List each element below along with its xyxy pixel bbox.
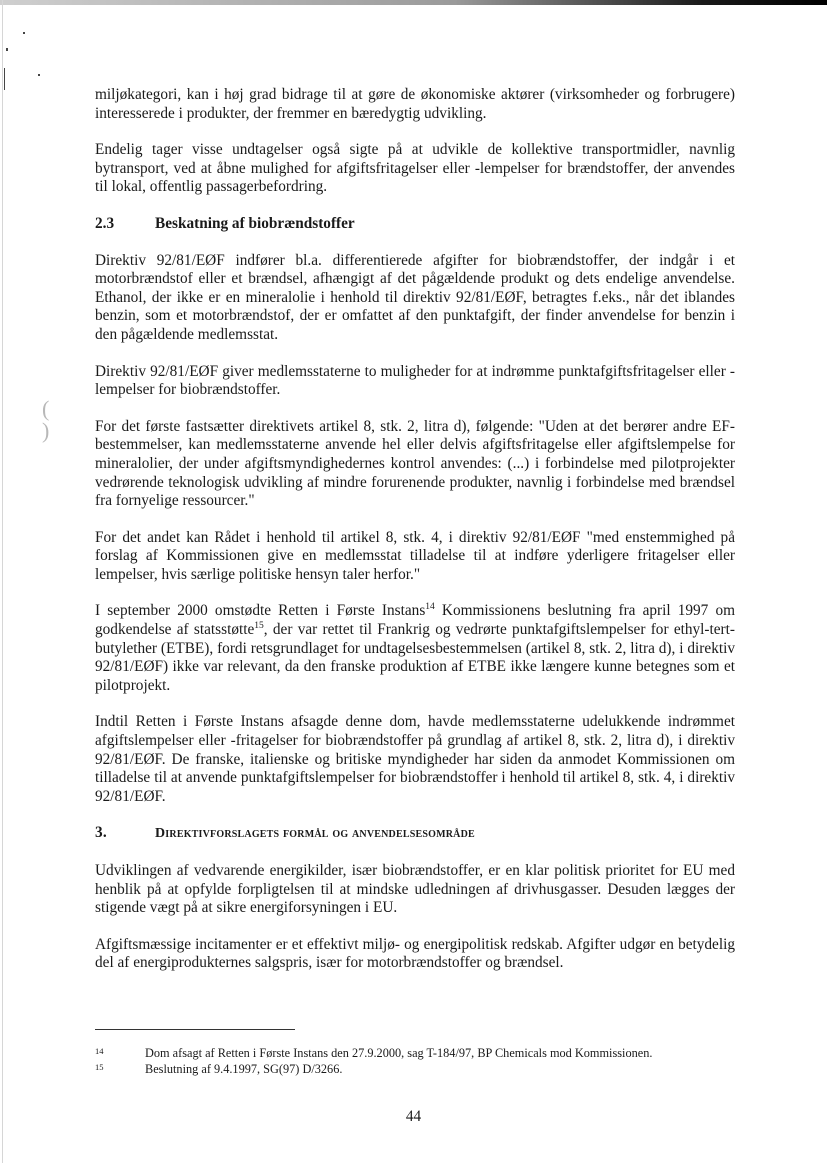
section-number: 3.: [95, 824, 107, 842]
page-number: 44: [405, 1108, 422, 1125]
paragraph: Direktiv 92/81/EØF indfører bl.a. differentierede afgifter for biobrændstoffer, der indgår i et motorbrændstof eller et brændsel, afhængigt af det pågældende produkt og dets endelige anvendelse. Ethanol, der ikke er en mineralolie i henhold til direktiv 92/81/EØF, betragtes f.eks., når det iblandes benzin, som et motorbrændstof, der er omfattet af den punktafgift, der finder anvendelse for benzin i den pågældende medlemsstat.: [95, 251, 735, 343]
scan-left-edge: [2, 0, 3, 1163]
scan-speck: [38, 74, 40, 76]
footnote-mark: 15: [95, 1062, 104, 1072]
scan-top-border: [0, 0, 827, 5]
text-run: , der var rettet til Frankrig og vedrørte punktafgiftslempelser for ethyl-tert-butylether (ETBE), fordi retsgrundlaget for undtagelsesbestemmelsen (artikel 8, stk. 2, litra d), i direktiv 92/81/EØF) ikke var relevant, da den franske produktion af ETBE ikke længere kunne betegnes som et pilotprojekt.: [95, 621, 735, 694]
paragraph: Indtil Retten i Første Instans afsagde denne dom, havde medlemsstaterne udelukkende indrømmet afgiftslempelser eller -fritagelser for biobrændstoffer på grundlag af artikel 8, stk. 2, litra d), i direktiv 92/81/EØF. De franske, italienske og britiske myndigheder har siden da anmodet Kommissionen om tilladelse til at anvende punktafgiftslempelser for biobrændstoffer i henhold til artikel 8, stk. 4, i direktiv 92/81/EØF.: [95, 713, 735, 805]
scan-speck: [4, 68, 5, 90]
paragraph: Endelig tager visse undtagelser også sigte på at udvikle de kollektive transportmidler, navnlig bytransport, ved at åbne mulighed for afgiftsfritagelser eller -lempelser for brændstoffer, der anvendes til lokal, offentlig passagerbefordring.: [95, 141, 735, 196]
section-heading-3: [95, 824, 735, 844]
paragraph: Direktiv 92/81/EØF giver medlemsstaterne to muligheder for at indrømme punktafgiftsfritagelser eller -lempelser for biobrændstoffer.: [95, 362, 735, 399]
footnote-text: Beslutning af 9.4.1997, SG(97) D/3266.: [145, 1062, 343, 1076]
paragraph: Afgiftsmæssige incitamenter er et effektivt miljø- og energipolitisk redskab. Afgifter udgør en betydelig del af energiprodukternes salgspris, især for motorbrændstoffer og brændsel.: [95, 935, 735, 972]
section-title: Direktivforslagets formål og anvendelsesområde: [155, 826, 475, 842]
paragraph: For det andet kan Rådet i henhold til artikel 8, stk. 4, i direktiv 92/81/EØF "med enstemmighed på forslag af Kommissionen give en medlemsstat tilladelse til at indføre yderligere fritagelser eller lempelser, hvis særlige politiske hensyn taler herfor.": [95, 528, 735, 583]
footnote-ref-14[interactable]: 14: [425, 602, 435, 613]
paragraph-with-footnotes: [95, 602, 735, 695]
text-run: I september 2000 omstødte Retten i Første Instans: [95, 602, 426, 620]
scan-speck: [6, 48, 8, 51]
section-number: 2.3: [95, 214, 115, 232]
footnote-ref-15[interactable]: 15: [254, 620, 264, 631]
paragraph: miljøkategori, kan i høj grad bidrage til at gøre de økonomiske aktører (virksomheder og forbrugere) interesserede i produkter, der fremmer en bæredygtig udvikling.: [95, 86, 735, 122]
footnote-separator: [95, 1029, 295, 1030]
footnote: [95, 1045, 735, 1061]
text-run: Kommissionens beslutning fra april 1997 om godkendelse af statsstøtte: [95, 602, 735, 639]
margin-bracket-mark: ( ): [42, 396, 50, 443]
section-title: Beskatning af biobrændstoffer: [155, 214, 355, 232]
footnotes: [95, 1045, 735, 1077]
scan-speck: [23, 32, 25, 34]
footnote-text: Dom afsagt af Retten i Første Instans den 27.9.2000, sag T-184/97, BP Chemicals mod Kommissionen.: [145, 1046, 653, 1060]
section-heading-2-3: [95, 215, 735, 234]
paragraph: Udviklingen af vedvarende energikilder, især biobrændstoffer, er en klar politisk prioritet for EU med henblik på at opfylde forpligtelsen til at mindske udledningen af drivhusgasser. Desuden lægges der stigende vægt på at sikre energiforsyningen i EU.: [95, 862, 735, 917]
document-body: [95, 86, 735, 991]
footnote-mark: 14: [95, 1046, 104, 1056]
paragraph: For det første fastsætter direktivets artikel 8, stk. 2, litra d), følgende: "Uden at det berører andre EF-bestemmelser, kan medlemsstaterne anvende hel eller delvis afgiftsfritagelse eller afgiftslempelse for mineralolier, der under afgiftsmyndighedernes kontrol anvendes: (...) i forbindelse med pilotprojekter vedrørende teknologisk udvikling af mindre forurenende produkter, navnlig i forbindelse med brændsel fra fornyelige ressourcer.": [95, 417, 735, 510]
footnote: [95, 1061, 735, 1077]
